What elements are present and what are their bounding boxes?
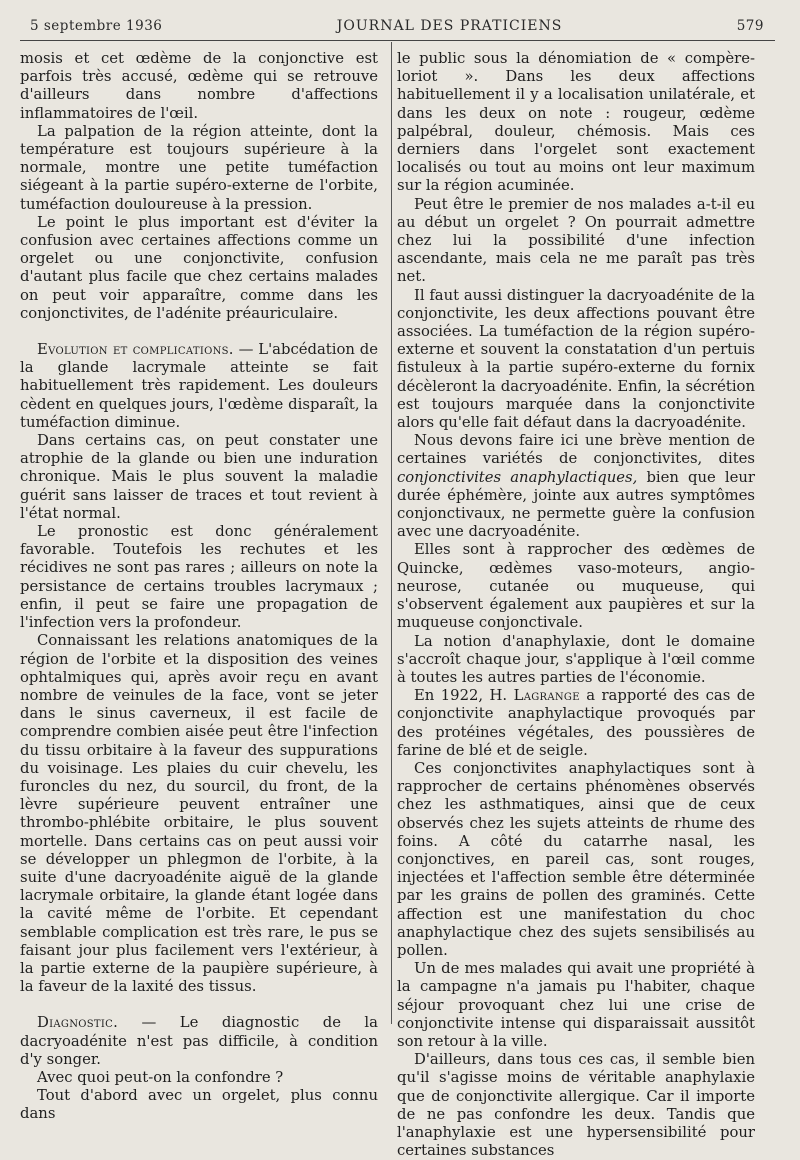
paragraph: Avec quoi peut-on la confondre ? <box>37 1068 284 1086</box>
paragraph: mosis et cet œdème de la conjonctive est parfois très accusé, œdème qui se retrouve d'ailleurs dans nombre d'affections inflammatoires de l'œil. <box>20 50 378 122</box>
paragraph-text: bien que leur durée éphémère, jointe aux autres symptômes conjonctivaux, ne permette guère la confusion avec une dacryoadénite. <box>397 468 755 541</box>
right-column <box>397 50 755 1160</box>
section-heading: Diagnostic. <box>37 1014 119 1032</box>
paragraph: le public sous la dénomiation de « compère-loriot ». Dans les deux affections habituellement il y a localisation unilatérale, et dans les deux on note : rougeur, œdème palpébral, douleur, chémosis. Mais ces derniers dans l'orgelet sont exactement localisés ou tout au moins ont leur maximum sur la région acuminée. <box>397 50 755 195</box>
paragraph: Peut être le premier de nos malades a-t-il eu au début un orgelet ? On pourrait admettre chez lui la possibilité d'une infection ascendante, mais cela ne me paraît pas très net. <box>397 195 755 286</box>
paragraph: Dans certains cas, on peut constater une atrophie de la glande ou bien une induration chronique. Mais le plus souvent la maladie guérit sans laisser de traces et tout revient à l'état normal. <box>20 432 378 522</box>
paragraph-text: a rapporté des cas de conjonctivite anaphylactique provoqués par des protéines végétales, des poussières de farine de blé et de seigle. <box>397 687 755 759</box>
paragraph: Connaissant les relations anatomiques de la région de l'orbite et la disposition des veines ophtalmiques qui, après avoir reçu en avant nombre de veinules de la face, vont se jeter dans le sinus caverneux, il est facile de comprendre combien aisée peut être l'infection du tissu orbitaire à la faveur des suppurations du voisinage. Les plaies du cuir chevelu, les furoncles du nez, du sourcil, du front, de la lèvre supérieure peuvent entraîner une thrombo-phlébite orbitaire, le plus souvent mortelle. Dans certains cas on peut aussi voir se développer un phlegmon de l'orbite, à la suite d'une dacryoadénite aiguë de la glande lacrymale orbitaire, la glande étant logée dans la cavité même de l'orbite. Et cependant semblable complication est très rare, le pus se faisant jour plus facilement vers l'extérieur, à la partie externe de la paupière supérieure, à la faveur de la laxité des tissus. <box>20 632 378 996</box>
header-rule <box>20 40 775 41</box>
page-number: 579 <box>736 18 764 34</box>
column-divider <box>391 42 392 1024</box>
paragraph-text: Nous devons faire ici une brève mention de certaines variétés de conjonctivites, dites <box>397 432 755 468</box>
section-evolution <box>20 341 378 432</box>
paragraph <box>397 687 755 760</box>
paragraph: La notion d'anaphylaxie, dont le domaine s'accroît chaque jour, s'applique à l'œil comme à toutes les autres parties de l'économie. <box>397 632 755 686</box>
section-heading: Evolution et complications. <box>37 341 234 359</box>
paragraph: Elles sont à rapprocher des œdèmes de Quincke, œdèmes vaso-moteurs, angio-neurose, cutanée ou muqueuse, qui s'observent également aux paupières et sur la muqueuse conjonctivale. <box>397 541 755 632</box>
paragraph: Ces conjonctivites anaphylactiques sont à rapprocher de certains phénomènes observés chez les asthmatiques, ainsi que de ceux observés chez les sujets atteints de rhume des foins. A côté du catarrhe nasal, les conjonctives, en pareil cas, sont rouges, injectées et l'affection semble être déterminée par les grains de pollen des graminés. Cette affection est une manifestation du choc anaphylactique chez des sujets sensibilisés au pollen. <box>397 759 755 959</box>
paragraph <box>397 432 755 541</box>
running-header <box>30 14 764 38</box>
journal-title: JOURNAL DES PRATICIENS <box>336 18 563 34</box>
section-diagnostic <box>20 1014 378 1069</box>
paragraph-text: — Le diagnostic de la dacryoadénite n'est pas difficile, à condition d'y songer. <box>20 1014 378 1068</box>
author-name: Lagrange <box>513 687 580 705</box>
paragraph: Tout d'abord avec un orgelet, plus connu dans <box>20 1087 378 1123</box>
paragraph: D'ailleurs, dans tous ces cas, il semble bien qu'il s'agisse moins de véritable anaphylaxie que de conjonctivite allergique. Car il importe de ne pas confondre les deux. Tandis que l'anaphylaxie est une hypersensibilité pour certaines substances <box>397 1051 755 1160</box>
italic-term: conjonctivites anaphylactiques, <box>397 468 638 486</box>
paragraph: Le pronostic est donc généralement favorable. Toutefois les rechutes et les récidives ne sont pas rares ; ailleurs on note la persistance de certains troubles lacrymaux ; enfin, il peut se faire une propagation de l'infection vers la profondeur. <box>20 523 378 632</box>
paragraph: La palpation de la région atteinte, dont la température est toujours supérieure à la normale, montre une petite tuméfaction siégeant à la partie supéro-externe de l'orbite, tuméfaction douloureuse à la pression. <box>20 122 378 213</box>
paragraph: Le point le plus important est d'éviter la confusion avec certaines affections comme un orgelet ou une conjonctivite, confusion d'autant plus facile que chez certains malades on peut voir apparaître, comme dans les conjonctivites, de l'adénite préauriculaire. <box>20 213 378 322</box>
left-column <box>20 50 378 1124</box>
paragraph: Il faut aussi distinguer la dacryoadénite de la conjonctivite, les deux affections pouvant être associées. La tuméfaction de la région supéro-externe et souvent la constatation d'un pertuis fistuleux à la partie supéro-externe du fornix décèleront la dacryoadénite. Enfin, la sécrétion est toujours marquée dans la conjonctivite alors qu'elle fait défaut dans la dacryoadénite. <box>397 286 755 432</box>
paragraph: Un de mes malades qui avait une propriété à la campagne n'a jamais pu l'habiter, chaque séjour provoquant chez lui une crise de conjonctivite intense qui disparaissait aussitôt son retour à la ville. <box>397 960 755 1050</box>
paragraph-text: — L'abcédation de la glande lacrymale atteinte se fait habituellement très rapidement. Les douleurs cèdent en quelques jours, l'œdème disparaît, la tuméfaction diminue. <box>20 341 379 431</box>
issue-date: 5 septembre 1936 <box>30 18 163 34</box>
paragraph-text: En 1922, H. <box>414 687 514 705</box>
